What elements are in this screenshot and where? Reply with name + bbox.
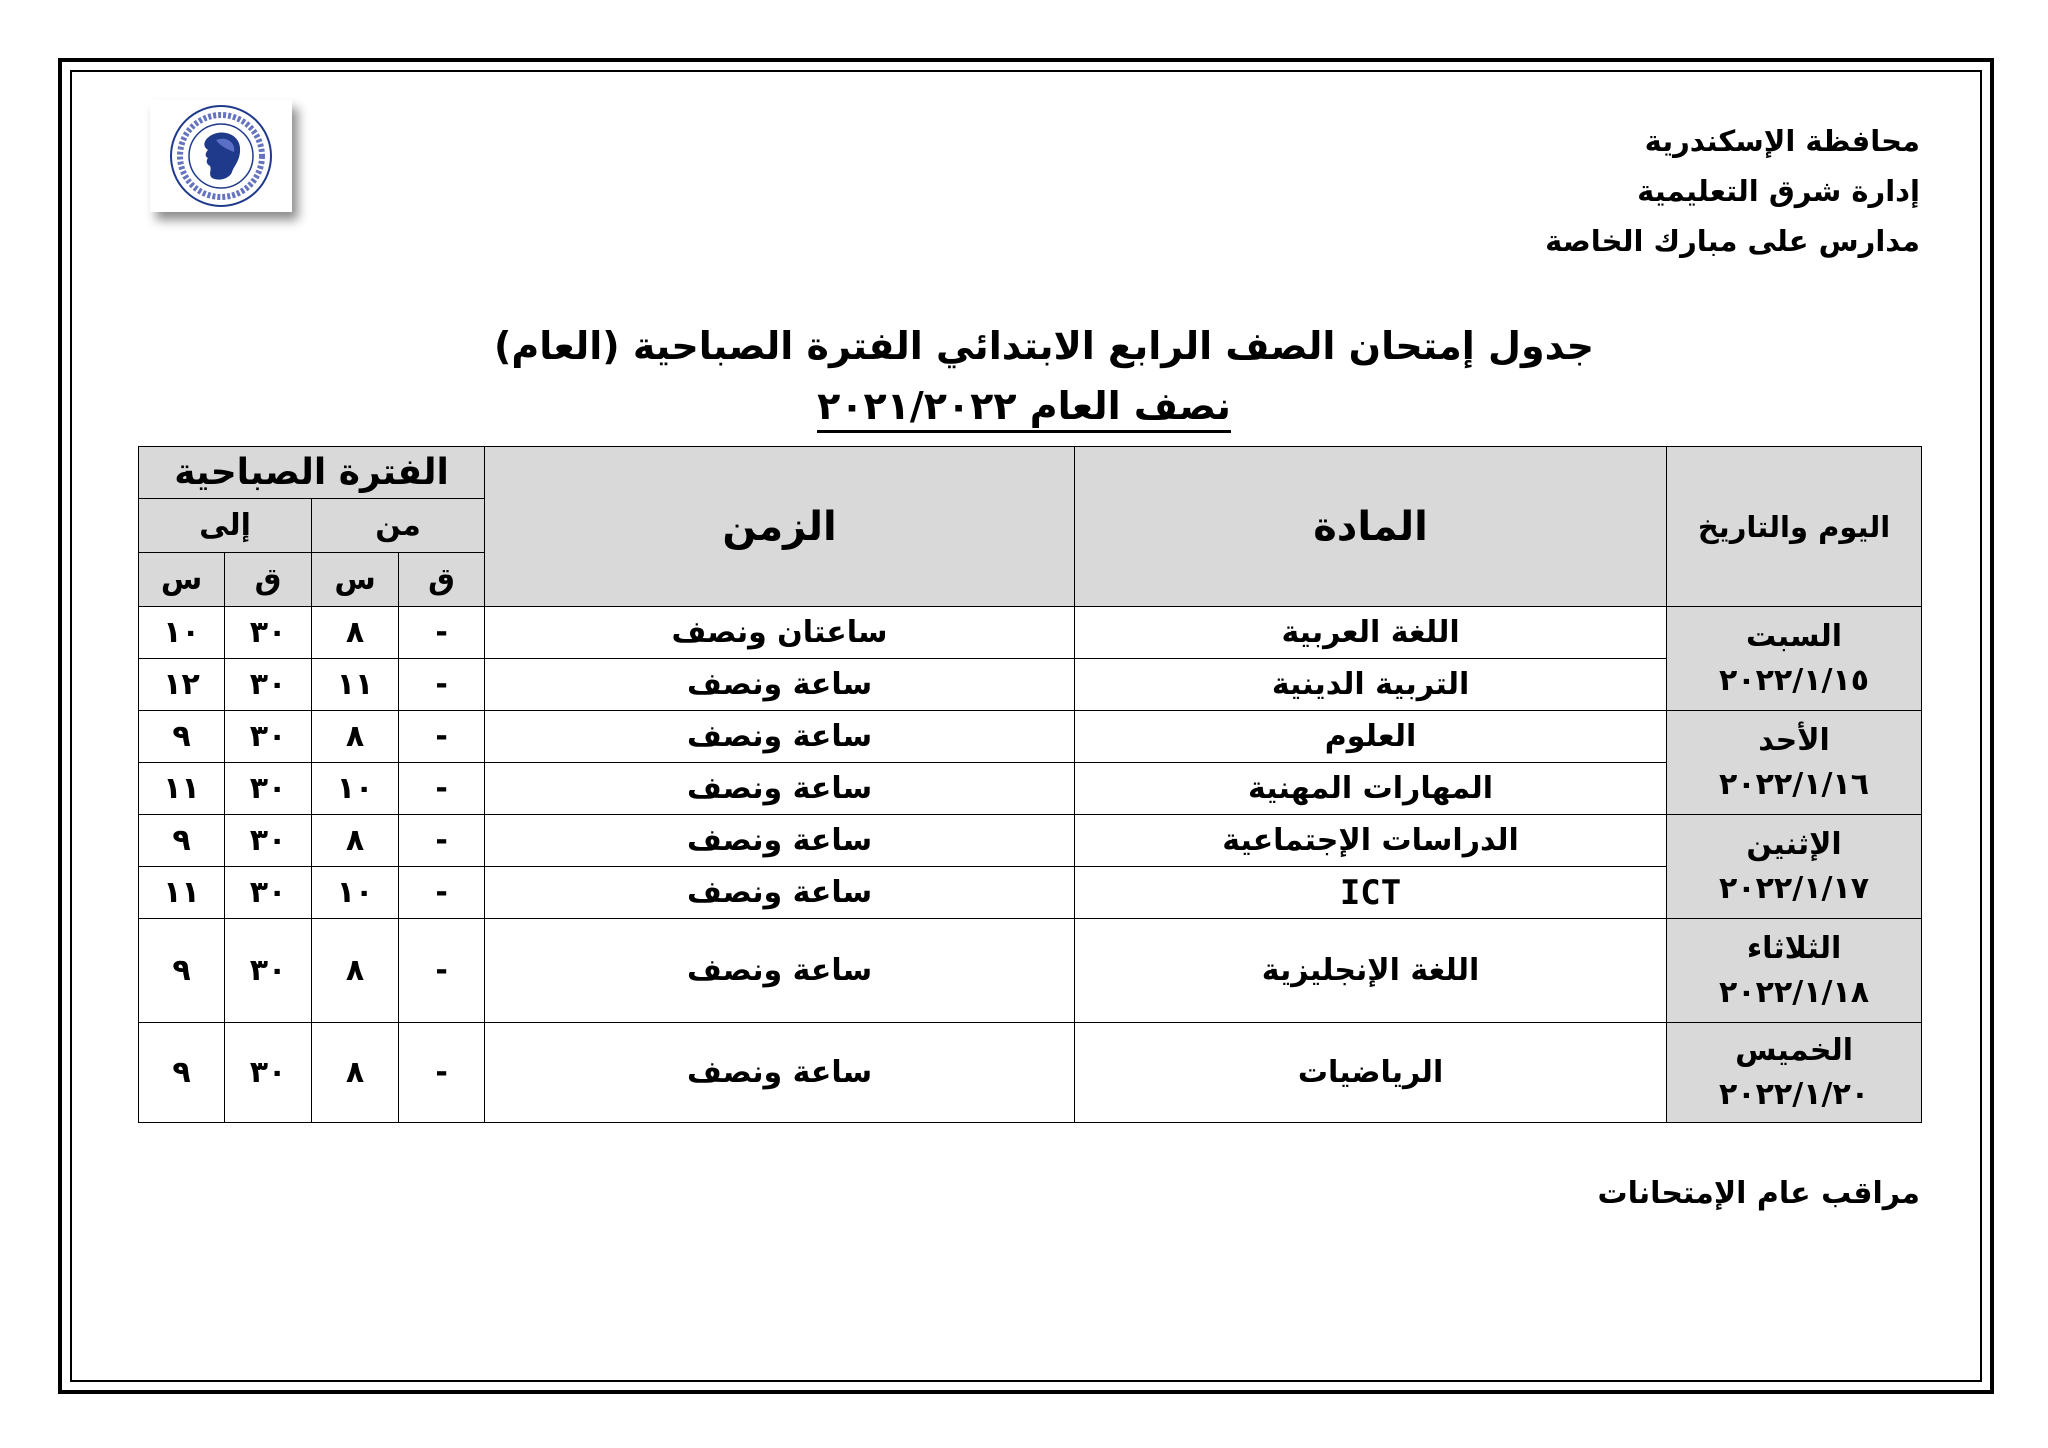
from-minutes-cell: - <box>399 711 485 763</box>
table-row <box>139 711 1922 763</box>
from-minutes-cell: - <box>399 815 485 867</box>
table-row <box>139 815 1922 867</box>
table-row <box>139 763 1922 815</box>
to-hours-cell: ٩ <box>139 1023 225 1123</box>
duration-cell: ساعتان ونصف <box>485 607 1075 659</box>
subject-cell: العلوم <box>1075 711 1667 763</box>
school-name-label: مدارس على مبارك الخاصة <box>1545 224 1920 258</box>
exam-schedule-table <box>138 446 1922 1123</box>
duration-cell: ساعة ونصف <box>485 867 1075 919</box>
from-minutes-cell: - <box>399 867 485 919</box>
from-hours-cell: ١٠ <box>312 763 399 815</box>
from-minutes-cell: - <box>399 607 485 659</box>
header-from: من <box>312 499 485 553</box>
duration-cell: ساعة ونصف <box>485 763 1075 815</box>
page-subtitle <box>0 384 2048 428</box>
to-hours-cell: ٩ <box>139 711 225 763</box>
from-hours-cell: ٨ <box>312 607 399 659</box>
day-name: السبت <box>1746 618 1843 654</box>
directorate-label: إدارة شرق التعليمية <box>1637 174 1920 208</box>
header-duration: الزمن <box>485 447 1075 607</box>
day-name: الإثنين <box>1746 826 1842 862</box>
day-date: ٢٠٢٢/١/١٥ <box>1719 662 1870 698</box>
table-row <box>139 607 1922 659</box>
duration-cell: ساعة ونصف <box>485 659 1075 711</box>
day-cell <box>1667 607 1922 711</box>
from-hours-cell: ٨ <box>312 711 399 763</box>
school-seal-logo-icon <box>150 100 292 212</box>
subject-cell: المهارات المهنية <box>1075 763 1667 815</box>
exam-supervisor-label: مراقب عام الإمتحانات <box>1597 1176 1920 1211</box>
day-cell <box>1667 711 1922 815</box>
from-hours-cell: ١١ <box>312 659 399 711</box>
page-subtitle-text: نصف العام ٢٠٢١/٢٠٢٢ <box>817 384 1231 433</box>
header-from-hours: س <box>312 553 399 607</box>
to-hours-cell: ٩ <box>139 919 225 1023</box>
to-hours-cell: ١١ <box>139 867 225 919</box>
to-hours-cell: ٩ <box>139 815 225 867</box>
to-minutes-cell: ٣٠ <box>225 659 312 711</box>
to-minutes-cell: ٣٠ <box>225 763 312 815</box>
to-minutes-cell: ٣٠ <box>225 867 312 919</box>
header-subject: المادة <box>1075 447 1667 607</box>
header-from-minutes: ق <box>399 553 485 607</box>
subject-cell: اللغة الإنجليزية <box>1075 919 1667 1023</box>
to-minutes-cell: ٣٠ <box>225 919 312 1023</box>
from-hours-cell: ١٠ <box>312 867 399 919</box>
to-minutes-cell: ٣٠ <box>225 1023 312 1123</box>
to-hours-cell: ١١ <box>139 763 225 815</box>
duration-cell: ساعة ونصف <box>485 1023 1075 1123</box>
subject-cell: الرياضيات <box>1075 1023 1667 1123</box>
to-hours-cell: ١٢ <box>139 659 225 711</box>
duration-cell: ساعة ونصف <box>485 919 1075 1023</box>
table-row <box>139 867 1922 919</box>
day-cell <box>1667 815 1922 919</box>
to-minutes-cell: ٣٠ <box>225 711 312 763</box>
header-morning-period: الفترة الصباحية <box>139 447 485 499</box>
to-hours-cell: ١٠ <box>139 607 225 659</box>
subject-cell: اللغة العربية <box>1075 607 1667 659</box>
subject-cell: ICT <box>1075 867 1667 919</box>
to-minutes-cell: ٣٠ <box>225 815 312 867</box>
from-minutes-cell: - <box>399 763 485 815</box>
table-row <box>139 659 1922 711</box>
from-minutes-cell: - <box>399 659 485 711</box>
day-name: الأحد <box>1758 722 1830 758</box>
from-hours-cell: ٨ <box>312 815 399 867</box>
header-day-date: اليوم والتاريخ <box>1667 447 1922 607</box>
to-minutes-cell: ٣٠ <box>225 607 312 659</box>
table-row <box>139 919 1922 1023</box>
duration-cell: ساعة ونصف <box>485 711 1075 763</box>
day-date: ٢٠٢٢/١/١٦ <box>1719 766 1870 802</box>
subject-cell: الدراسات الإجتماعية <box>1075 815 1667 867</box>
header-to-minutes: ق <box>225 553 312 607</box>
day-cell <box>1667 1023 1922 1123</box>
header-to: إلى <box>139 499 312 553</box>
page-title: جدول إمتحان الصف الرابع الابتدائي الفترة الصباحية (العام) <box>494 324 1594 368</box>
school-logo <box>150 100 292 212</box>
day-name: الخميس <box>1735 1032 1854 1068</box>
header-block <box>1545 116 1920 266</box>
day-name: الثلاثاء <box>1746 930 1842 966</box>
subject-cell: التربية الدينية <box>1075 659 1667 711</box>
duration-cell: ساعة ونصف <box>485 815 1075 867</box>
from-hours-cell: ٨ <box>312 919 399 1023</box>
day-cell <box>1667 919 1922 1023</box>
day-date: ٢٠٢٢/١/٢٠ <box>1719 1076 1870 1112</box>
day-date: ٢٠٢٢/١/١٨ <box>1719 974 1870 1010</box>
table-row <box>139 1023 1922 1123</box>
from-minutes-cell: - <box>399 919 485 1023</box>
header-to-hours: س <box>139 553 225 607</box>
day-date: ٢٠٢٢/١/١٧ <box>1719 870 1870 906</box>
from-minutes-cell: - <box>399 1023 485 1123</box>
from-hours-cell: ٨ <box>312 1023 399 1123</box>
governorate-label: محافظة الإسكندرية <box>1644 124 1920 158</box>
